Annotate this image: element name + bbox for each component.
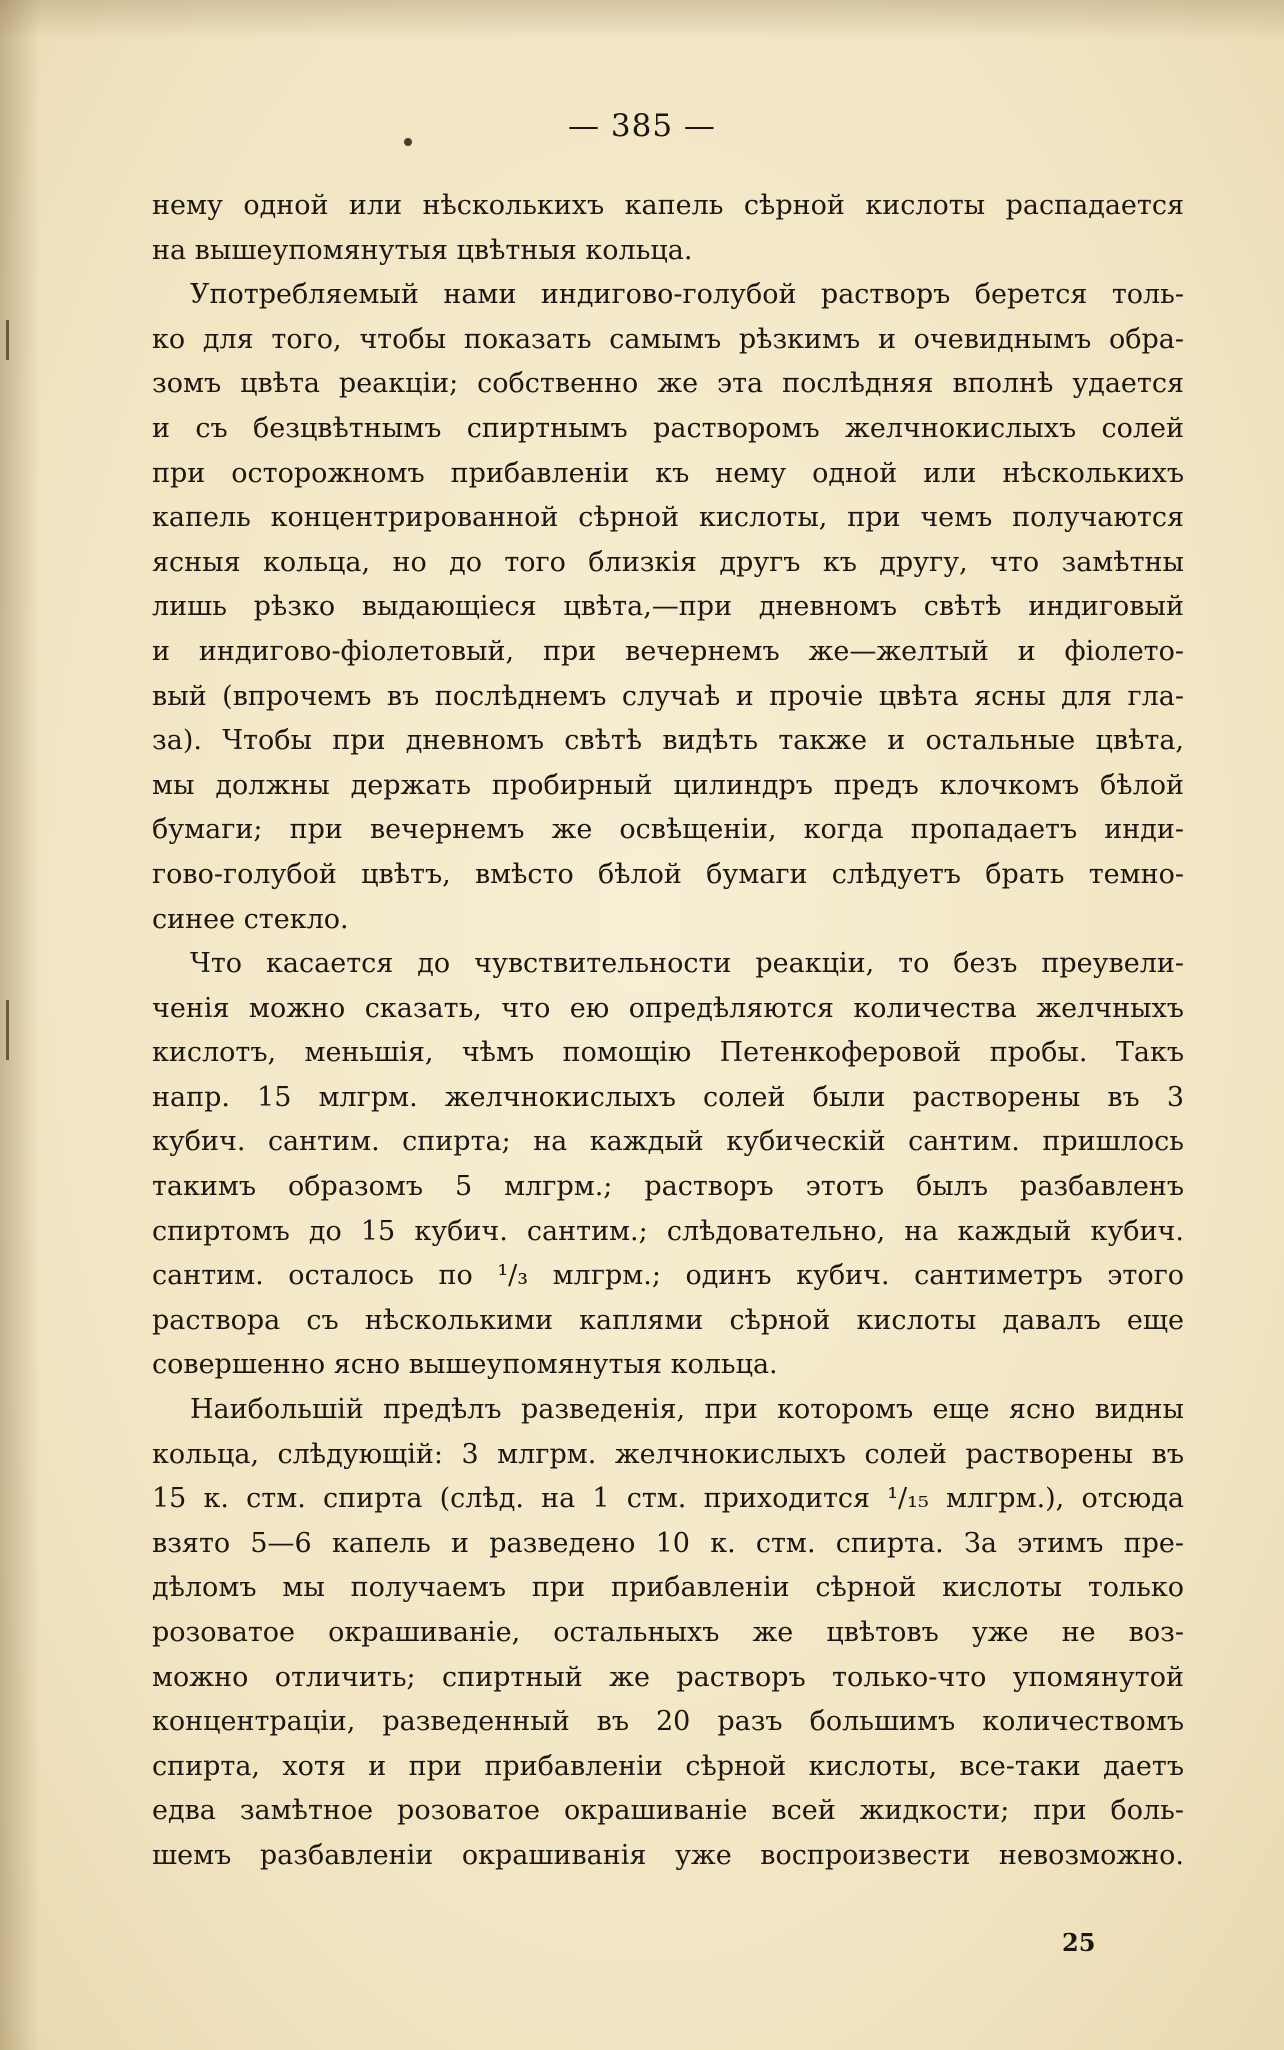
text-line: на вышеупомянутыя цвѣтныя кольца. <box>152 234 693 266</box>
text-line: сантим. осталось по ¹/₃ млгрм.; одинъ кубич. сантиметръ этого <box>152 1260 1184 1292</box>
text-line: едва замѣтное розоватое окрашиваніе всей жидкости; при боль- <box>152 1795 1184 1827</box>
text-line: шемъ разбавленіи окрашиванія уже воспроизвести невозможно. <box>152 1839 1184 1871</box>
text-line: взято 5—6 капель и разведено 10 к. стм. спирта. За этимъ пре- <box>152 1527 1184 1559</box>
margin-mark <box>6 1000 9 1060</box>
text-line: нему одной или нѣсколькихъ капель сѣрной кислоты распадается <box>152 190 1184 221</box>
text-line: Что касается до чувствительности реакціи, то безъ преувели- <box>190 948 1184 980</box>
text-line: концентраціи, разведенный въ 20 разъ большимъ количествомъ <box>152 1706 1184 1738</box>
text-line: кислотъ, меньшія, чѣмъ помощію Петенкоферовой пробы. Такъ <box>152 1037 1184 1069</box>
text-line: кубич. сантим. спирта; на каждый кубическій сантим. пришлось <box>152 1126 1184 1158</box>
text-line: при осторожномъ прибавленіи къ нему одной или нѣсколькихъ <box>152 457 1184 489</box>
text-line: Наибольшій предѣлъ разведенія, при которомъ еще ясно видны <box>190 1394 1184 1426</box>
page-number: — 385 — <box>568 108 716 144</box>
text-line: ченія можно сказать, что ею опредѣляются количества желчныхъ <box>152 992 1184 1024</box>
text-line: за). Чтобы при дневномъ свѣтѣ видѣть также и остальные цвѣта, <box>152 725 1184 757</box>
paragraph-continued <box>152 184 1184 273</box>
text-line: 15 к. стм. спирта (слѣд. на 1 стм. приходится ¹/₁₅ млгрм.), отсюда <box>152 1483 1184 1515</box>
body-text <box>152 184 1184 1879</box>
text-line: гово-голубой цвѣтъ, вмѣсто бѣлой бумаги слѣдуетъ брать темно- <box>152 858 1184 890</box>
text-line: зомъ цвѣта реакціи; собственно же эта послѣдняя вполнѣ удается <box>152 368 1184 400</box>
text-line: мы должны держать пробирный цилиндръ предъ клочкомъ бѣлой <box>152 769 1184 801</box>
text-line: спирта, хотя и при прибавленіи сѣрной кислоты, все-таки даетъ <box>152 1750 1184 1782</box>
text-line: розоватое окрашиваніе, остальныхъ же цвѣтовъ уже не воз- <box>152 1617 1184 1648</box>
page-top-shadow <box>0 0 1284 40</box>
paragraph <box>152 1388 1184 1879</box>
text-line: синее стекло. <box>152 903 349 935</box>
text-line: вый (впрочемъ въ послѣднемъ случаѣ и прочіе цвѣта ясны для гла- <box>152 680 1184 712</box>
text-line: напр. 15 млгрм. желчнокислыхъ солей были растворены въ 3 <box>152 1081 1184 1113</box>
text-line: лишь рѣзко выдающіеся цвѣта,—при дневномъ свѣтѣ индиговый <box>152 591 1184 623</box>
text-line: спиртомъ до 15 кубич. сантим.; слѣдовательно, на каждый кубич. <box>152 1215 1184 1247</box>
paragraph <box>152 273 1184 942</box>
text-line: капель концентрированной сѣрной кислоты, при чемъ получаются <box>152 502 1184 534</box>
text-line: Употребляемый нами индигово-голубой растворъ берется толь- <box>190 279 1184 311</box>
text-line: такимъ образомъ 5 млгрм.; растворъ этотъ былъ разбавленъ <box>152 1171 1184 1203</box>
paragraph <box>152 942 1184 1388</box>
text-line: кольца, слѣдующій: 3 млгрм. желчнокислыхъ солей растворены въ <box>152 1438 1184 1470</box>
text-line: ясныя кольца, но до того близкія другъ къ другу, что замѣтны <box>152 546 1184 578</box>
text-line: раствора съ нѣсколькими каплями сѣрной кислоты давалъ еще <box>152 1304 1184 1336</box>
text-line: ко для того, чтобы показать самымъ рѣзкимъ и очевиднымъ обра- <box>152 323 1184 355</box>
text-line: и съ безцвѣтнымъ спиртнымъ растворомъ желчнокислыхъ солей <box>152 412 1184 444</box>
text-line: и индигово-фіолетовый, при вечернемъ же—желтый и фіолето- <box>152 635 1184 667</box>
text-line: бумаги; при вечернемъ же освѣщеніи, когда пропадаетъ инди- <box>152 814 1184 846</box>
text-line: совершенно ясно вышеупомянутыя кольца. <box>152 1349 778 1381</box>
text-line: дѣломъ мы получаемъ при прибавленіи сѣрной кислоты только <box>152 1572 1184 1604</box>
text-line: можно отличить; спиртный же растворъ только-что упомянутой <box>152 1661 1184 1693</box>
margin-mark <box>6 320 9 360</box>
printer-signature: 25 <box>1062 1928 1096 1957</box>
